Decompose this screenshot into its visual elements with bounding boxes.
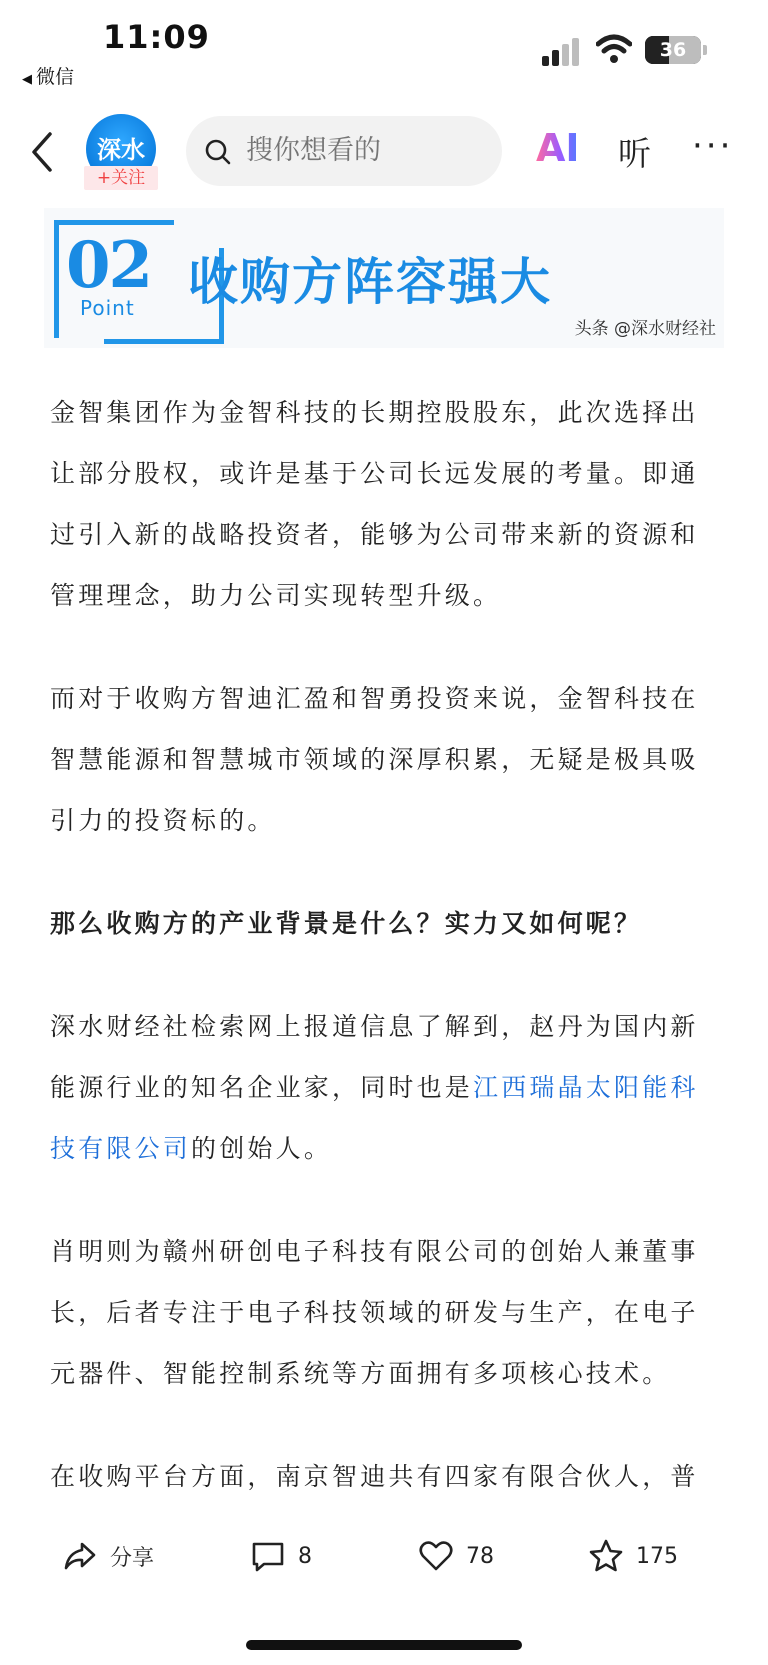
back-to-app-link[interactable] — [22, 62, 74, 89]
banner-number: 02 — [66, 228, 152, 303]
back-triangle-icon: ◀ — [22, 72, 32, 87]
share-icon — [62, 1538, 98, 1574]
bottom-action-bar — [0, 1520, 768, 1592]
paragraph-text: 的创始人。 — [191, 1134, 333, 1163]
star-icon — [588, 1538, 624, 1574]
battery-tip — [703, 45, 707, 55]
like-button[interactable] — [418, 1532, 494, 1580]
comment-count: 8 — [298, 1543, 312, 1569]
article-paragraph: 肖明则为赣州研创电子科技有限公司的创始人兼董事长，后者专注于电子科技领域的研发与生产，在电子元器件、智能控制系统等方面拥有多项核心技术。 — [50, 1237, 699, 1388]
wifi-icon — [596, 34, 632, 64]
article-body — [50, 382, 700, 1549]
status-bar — [0, 0, 768, 100]
author-avatar-block[interactable] — [84, 114, 158, 192]
article-paragraph: 而对于收购方智迪汇盈和智勇投资来说，金智科技在智慧能源和智慧城市领域的深厚积累，无疑是极具吸引力的投资标的。 — [50, 684, 699, 835]
ai-button[interactable]: AI — [536, 126, 580, 170]
favorite-button[interactable] — [588, 1532, 678, 1580]
home-indicator[interactable] — [246, 1640, 522, 1650]
section-banner-image — [44, 208, 724, 348]
article-paragraph: 在收购平台方面，南京智迪共有四家有限合伙人，普 — [50, 1462, 699, 1491]
search-input[interactable] — [246, 116, 486, 186]
battery-indicator — [645, 36, 701, 64]
banner-title: 收购方阵容强大 — [188, 253, 552, 311]
company-link[interactable]: 江西瑞晶太阳能科技有限公司 — [50, 1073, 699, 1163]
share-label: 分享 — [110, 1545, 155, 1571]
like-count: 78 — [466, 1543, 494, 1569]
banner-point-label: Point — [80, 296, 135, 320]
listen-button[interactable]: 听 — [618, 134, 651, 173]
article-paragraph — [50, 996, 700, 1179]
article-subheading: 那么收购方的产业背景是什么？实力又如何呢？ — [50, 909, 643, 938]
search-icon — [204, 138, 232, 166]
article-paragraph: 金智集团作为金智科技的长期控股股东，此次选择出让部分股权，或许是基于公司长远发展的考量。即通过引入新的战略投资者，能够为公司带来新的资源和管理理念，助力公司实现转型升级。 — [50, 398, 699, 610]
paragraph-text: 深水财经社检索网上报道信息了解到，赵丹为国内新能源行业的知名企业家，同时也是 — [50, 1012, 699, 1102]
banner-watermark: 头条 @深水财经社 — [574, 319, 716, 339]
battery-level: 36 — [659, 39, 687, 61]
favorite-count: 175 — [636, 1543, 678, 1569]
comment-button[interactable] — [250, 1532, 312, 1580]
more-menu-button[interactable]: ··· — [692, 126, 734, 166]
heart-icon — [418, 1538, 454, 1574]
search-bar[interactable] — [186, 116, 502, 186]
back-arrow-icon[interactable] — [28, 130, 58, 174]
cellular-signal-icon — [542, 38, 582, 66]
status-time: 11:09 — [103, 18, 210, 56]
share-button[interactable] — [62, 1532, 154, 1580]
avatar-text: 深水 — [97, 136, 145, 164]
nav-bar — [0, 108, 768, 198]
comment-icon — [250, 1538, 286, 1574]
back-app-label: 微信 — [36, 66, 75, 88]
follow-button[interactable]: +关注 — [84, 166, 158, 190]
